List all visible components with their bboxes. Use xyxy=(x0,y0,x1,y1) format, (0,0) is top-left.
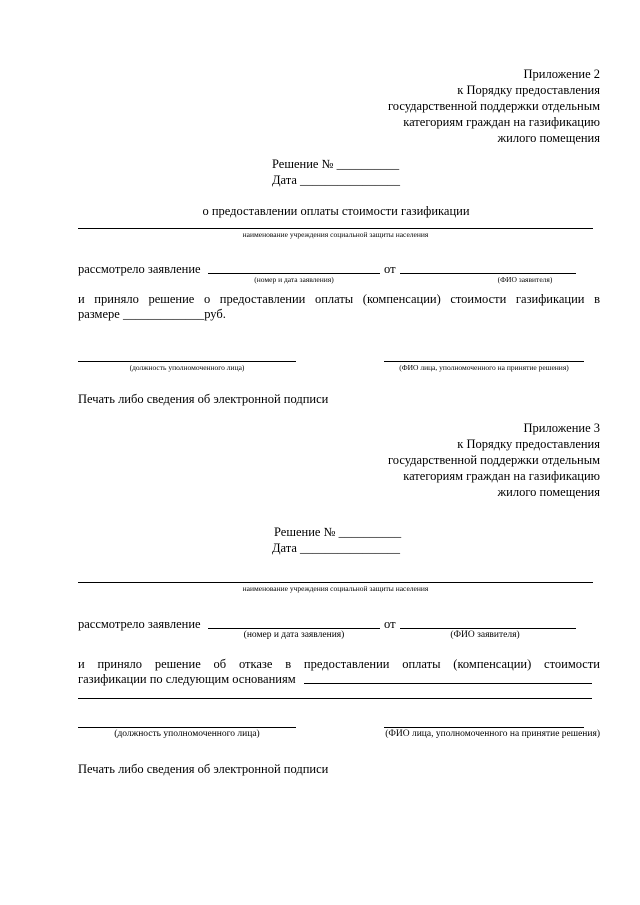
app3-header-line-2: к Порядку предоставления xyxy=(457,437,600,451)
app3-header-line-3: государственной поддержки отдельным xyxy=(387,453,600,467)
app2-authorized-caption: (ФИО лица, уполномоченного на принятие решения) xyxy=(399,363,569,372)
app3-org-line xyxy=(78,582,593,583)
app2-stamp-text: Печать либо сведения об электронной подписи xyxy=(78,392,329,406)
decision-date-label: Дата xyxy=(272,173,297,187)
app2-position-line xyxy=(78,361,296,362)
app3-fio-line xyxy=(400,628,576,629)
decision-number-label: Решение № xyxy=(272,157,334,171)
app3-org-caption: наименование учреждения социальной защиты населения xyxy=(242,584,429,593)
app3-authorized-line xyxy=(384,727,584,728)
app3-header-line-5: жилого помещения xyxy=(497,485,600,499)
decision-number-blank: __________ xyxy=(336,157,400,171)
app2-decision-text-line-2: размере _____________руб. xyxy=(78,307,226,321)
app3-application-caption: (номер и дата заявления) xyxy=(243,630,345,640)
app2-from-label: от xyxy=(384,262,396,276)
app3-authorized-caption: (ФИО лица, уполномоченного на принятие решения) xyxy=(385,729,600,739)
app2-application-caption: (номер и дата заявления) xyxy=(254,275,334,284)
decision-number-blank: __________ xyxy=(338,525,402,539)
app2-decision-date xyxy=(272,173,400,188)
app2-header-line-5: жилого помещения xyxy=(497,131,600,145)
app2-org-caption: наименование учреждения социальной защиты населения xyxy=(242,230,429,239)
app2-header-line-4: категориям граждан на газификацию xyxy=(403,115,600,129)
app3-reviewed-label: рассмотрело заявление xyxy=(78,617,201,631)
app2-decision-number xyxy=(272,157,399,172)
app2-fio-line xyxy=(400,273,576,274)
app3-fio-caption: (ФИО заявителя) xyxy=(450,630,520,640)
app3-decision-number xyxy=(274,525,401,540)
app3-application-line xyxy=(208,628,380,629)
app3-grounds-line-1 xyxy=(304,683,592,684)
app3-decision-text-line-2: газификации по следующим основаниям xyxy=(78,672,296,686)
decision-number-label: Решение № xyxy=(274,525,336,539)
app3-position-line xyxy=(78,727,296,728)
app3-decision-text-line-1: и приняло решение об отказе в предоставлении оплаты (компенсации) стоимости xyxy=(78,657,600,671)
decision-date-blank: ________________ xyxy=(300,541,401,555)
app3-decision-date xyxy=(272,541,400,556)
app2-title: о предоставлении оплаты стоимости газификации xyxy=(202,204,470,218)
app2-reviewed-label: рассмотрело заявление xyxy=(78,262,201,276)
app2-application-line xyxy=(208,273,380,274)
app2-decision-text-line-1: и приняло решение о предоставлении оплаты (компенсации) стоимости газификации в xyxy=(78,292,600,306)
app3-header-line-4: категориям граждан на газификацию xyxy=(403,469,600,483)
app2-position-caption: (должность уполномоченного лица) xyxy=(129,363,245,372)
app3-header-line-1: Приложение 3 xyxy=(523,421,600,435)
app3-stamp-text: Печать либо сведения об электронной подписи xyxy=(78,762,329,776)
app2-org-line xyxy=(78,228,593,229)
decision-date-label: Дата xyxy=(272,541,297,555)
app2-header-line-3: государственной поддержки отдельным xyxy=(387,99,600,113)
app3-from-label: от xyxy=(384,617,396,631)
app3-position-caption: (должность уполномоченного лица) xyxy=(114,729,260,739)
app2-authorized-line xyxy=(384,361,584,362)
app3-grounds-line-2 xyxy=(78,698,592,699)
app2-fio-caption: (ФИО заявителя) xyxy=(497,275,553,284)
app2-header-line-2: к Порядку предоставления xyxy=(457,83,600,97)
app2-header-line-1: Приложение 2 xyxy=(523,67,600,81)
decision-date-blank: ________________ xyxy=(300,173,401,187)
